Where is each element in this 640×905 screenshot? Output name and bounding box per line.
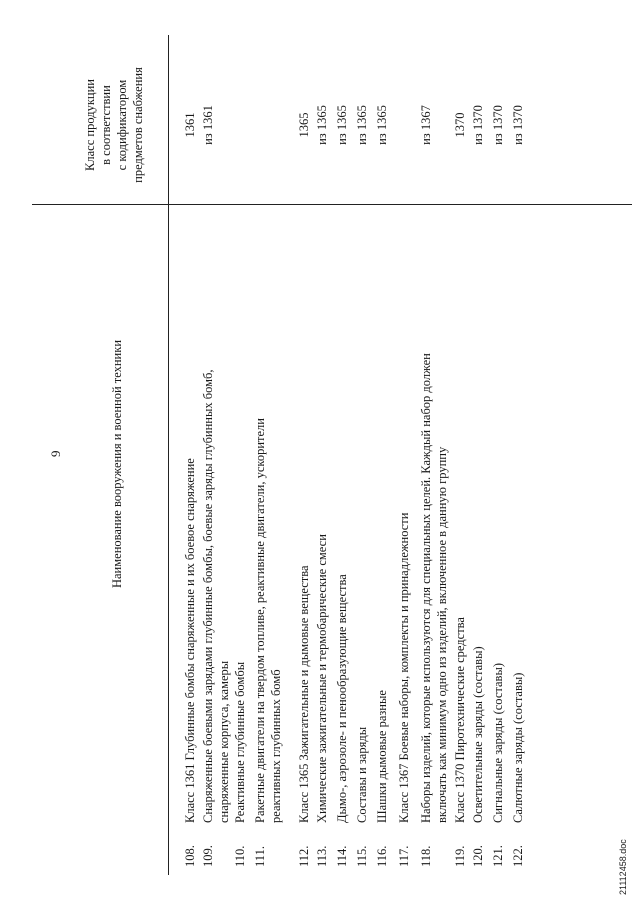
row-class-code: из 1365 bbox=[315, 105, 329, 145]
row-number: 113. bbox=[315, 845, 329, 867]
row-text bbox=[418, 203, 450, 823]
row-text-line: Шашки дымовые разные bbox=[375, 690, 389, 823]
row-class-code: из 1365 bbox=[335, 105, 349, 145]
row-text bbox=[314, 203, 330, 823]
row-number: 112. bbox=[297, 845, 311, 867]
row-class-code: из 1361 bbox=[201, 105, 215, 145]
row-number: 117. bbox=[397, 845, 411, 867]
row-text bbox=[396, 203, 412, 823]
header-name-column: Наименование вооружения и военной техники bbox=[110, 339, 124, 589]
row-number: 120. bbox=[471, 845, 485, 867]
row-text-line: Реактивные глубинные бомбы bbox=[233, 661, 247, 823]
row-text-line: Сигнальные заряды (составы) bbox=[491, 662, 505, 823]
header-class-line: в соответствии bbox=[99, 85, 113, 165]
header-class-line: предметов снабжения bbox=[131, 67, 145, 183]
row-class-code: из 1367 bbox=[419, 105, 433, 145]
row-text bbox=[510, 203, 526, 823]
row-text bbox=[252, 203, 284, 823]
row-text-line: Салютные заряды (составы) bbox=[511, 672, 525, 823]
row-text-line: включать как минимум одно из изделий, включенное в данную группу bbox=[435, 446, 449, 823]
row-text-line: Класс 1367 Боевые наборы, комплекты и принадлежности bbox=[397, 512, 411, 823]
header-class-column bbox=[82, 45, 146, 205]
row-number: 121. bbox=[491, 845, 505, 867]
row-text bbox=[200, 203, 232, 823]
row-number: 114. bbox=[335, 845, 349, 867]
row-text bbox=[334, 203, 350, 823]
row-number: 110. bbox=[233, 845, 247, 867]
row-number: 118. bbox=[419, 845, 433, 867]
row-number: 122. bbox=[511, 845, 525, 867]
row-text-line: Дымо-, аэрозоле- и пенообразующие вещества bbox=[335, 574, 349, 823]
row-text-line: Наборы изделий, которые используются для специальных целей. Каждый набор должен bbox=[419, 353, 433, 823]
row-text bbox=[354, 203, 370, 823]
row-text bbox=[232, 203, 248, 823]
row-text-line: Класс 1370 Пиротехнические средства bbox=[453, 617, 467, 823]
row-number: 119. bbox=[453, 845, 467, 867]
row-class-code: из 1370 bbox=[471, 105, 485, 145]
row-class-code: 1370 bbox=[453, 112, 467, 138]
row-text-line: Снаряженные боевыми зарядами глубинные бомбы, боевые заряды глубинных бомб, bbox=[201, 369, 215, 823]
row-class-code: из 1370 bbox=[491, 105, 505, 145]
footer-file-code: 21112458.doc bbox=[618, 839, 628, 895]
row-number: 116. bbox=[375, 845, 389, 867]
row-text-line: Химические зажигательные и термобарические смеси bbox=[315, 534, 329, 823]
row-number: 111. bbox=[253, 846, 267, 867]
row-class-code: из 1365 bbox=[355, 105, 369, 145]
row-text-line: снаряженные корпуса, камеры bbox=[217, 660, 231, 823]
row-text-line: Класс 1361 Глубинные бомбы снаряженные и их боевое снаряжение bbox=[183, 458, 197, 823]
row-text bbox=[182, 203, 198, 823]
page-number: 9 bbox=[48, 450, 63, 457]
header-bottom-rule bbox=[168, 35, 169, 875]
row-text bbox=[490, 203, 506, 823]
row-number: 115. bbox=[355, 845, 369, 867]
row-class-code: 1361 bbox=[183, 112, 197, 138]
row-text-line: Класс 1365 Зажигательные и дымовые вещества bbox=[297, 565, 311, 823]
row-text-line: Составы и заряды bbox=[355, 726, 369, 823]
row-class-code: 1365 bbox=[297, 112, 311, 138]
row-text bbox=[452, 203, 468, 823]
row-text-line: реактивных глубинных бомб bbox=[269, 669, 283, 823]
row-class-code: из 1370 bbox=[511, 105, 525, 145]
row-class-code: из 1365 bbox=[375, 105, 389, 145]
row-text bbox=[374, 203, 390, 823]
row-number: 109. bbox=[201, 845, 215, 867]
row-text bbox=[470, 203, 486, 823]
row-text bbox=[296, 203, 312, 823]
header-class-line: Класс продукции bbox=[83, 79, 97, 171]
row-number: 108. bbox=[183, 845, 197, 867]
header-class-line: с кодификатором bbox=[115, 79, 129, 171]
row-text-line: Ракетные двигатели на твердом топливе, реактивные двигатели, ускорители bbox=[253, 418, 267, 823]
row-text-line: Осветительные заряды (составы) bbox=[471, 646, 485, 823]
